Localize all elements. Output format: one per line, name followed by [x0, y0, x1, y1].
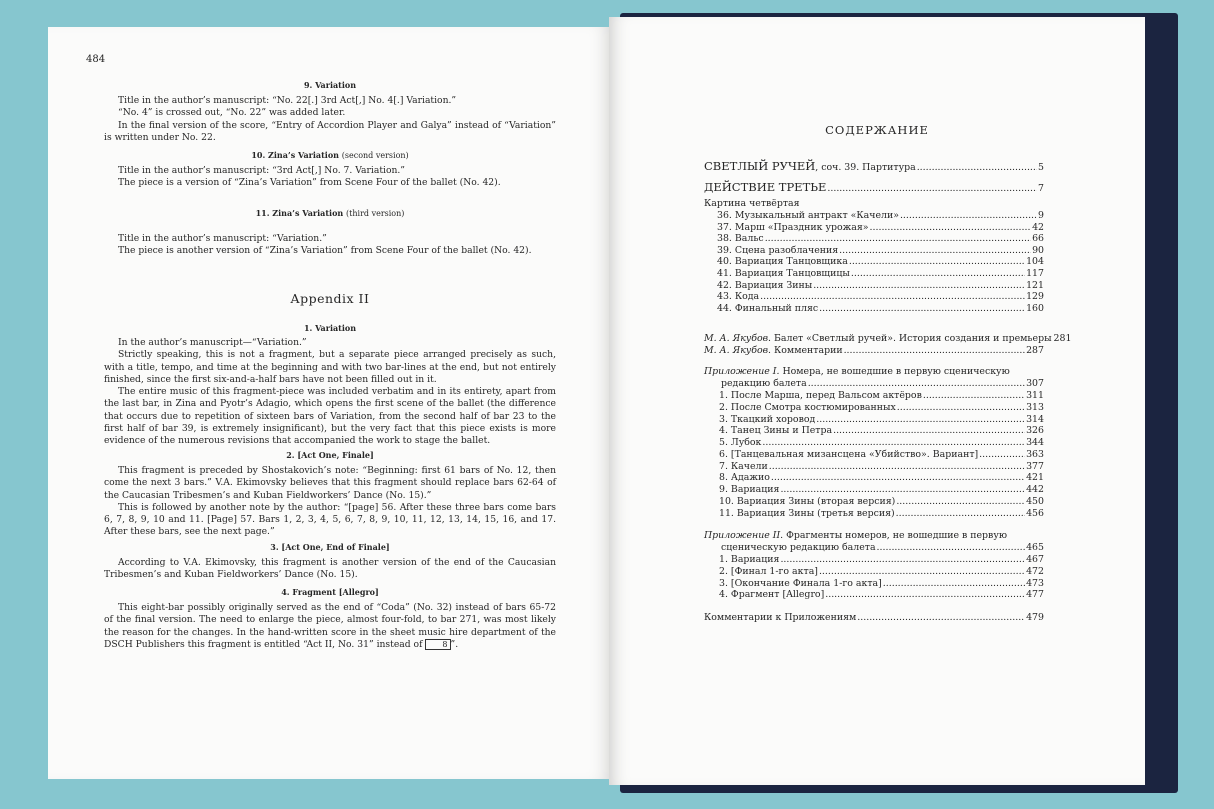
page-ref: 117 [1026, 268, 1044, 279]
toc-entry-label: Комментарии к Приложениям [704, 612, 857, 623]
page-ref: 121 [1026, 279, 1044, 291]
toc-entry [719, 566, 1044, 577]
page-ref: 307 [1026, 378, 1044, 389]
dot-leader [819, 566, 1025, 577]
toc-entry-label: 1. После Марша, перед Вальсом актёров [719, 390, 922, 401]
score-title: СВЕТЛЫЙ РУЧЕЙ [704, 159, 816, 173]
dot-leader [870, 222, 1032, 233]
appendix2-heading-rest: Фрагменты номеров, не вошедшие в первую [783, 530, 1008, 541]
dot-leader [877, 542, 1026, 553]
page-ref: 477 [1026, 589, 1044, 601]
paragraph: This fragment is preceded by Shostakovich’s note: “Beginning: first 61 bars of No. 12, then come the next 3 bars.” V.A. Ekimovsky believes that this fragment should replace bars 62-64 of the Caucasian Tribesmen’s and Kuban Fieldworkers’ Dance (No. 15).” [104, 465, 556, 501]
appendix1-heading-rest: Номера, не вошедшие в первую сценическую [779, 366, 1010, 377]
toc-entry-label: 3. [Окончание Финала 1-го акта] [719, 577, 882, 589]
appendix1-heading [704, 366, 1010, 377]
dot-leader [825, 589, 1025, 600]
section-heading [104, 323, 556, 333]
page-ref: 450 [1026, 495, 1044, 507]
article-title: Балет «Светлый ручей». История создания и премьеры [771, 333, 1052, 344]
toc-entry [717, 280, 1044, 291]
toc-entry [719, 402, 1044, 413]
toc-entry [719, 425, 1044, 436]
dot-leader [813, 280, 1025, 291]
dot-leader [923, 390, 1025, 401]
toc-entry-label [704, 333, 1052, 344]
section-body [104, 337, 556, 448]
dot-leader [883, 578, 1025, 589]
toc-entry-label: 9. Вариация [719, 484, 780, 495]
toc-entry-label: 3. Ткацкий хоровод [719, 413, 816, 425]
page-ref: 472 [1026, 565, 1044, 577]
page-ref: 456 [1026, 507, 1044, 519]
toc-entry-label: 6. [Танцевальная мизансцена «Убийство». Вариант] [719, 448, 979, 460]
heading-text: 10. Zina’s Variation [251, 150, 339, 160]
toc-entry [717, 222, 1044, 233]
toc-entry-label: 8. Адажио [719, 472, 770, 484]
heading-text: 4. Fragment [Allegro] [281, 587, 379, 597]
dot-leader [851, 268, 1025, 279]
page-ref: 465 [1026, 542, 1044, 553]
appendix-title: Appendix II [290, 291, 370, 306]
toc-entry-label: 7. Качели [719, 460, 768, 472]
toc-entry-label: 43. Кода [717, 291, 760, 303]
toc-entry-label: сценическую редакцию балета [721, 542, 876, 553]
toc-entry [717, 233, 1044, 244]
page-ref: 281 [1053, 333, 1072, 344]
toc-entry [717, 291, 1044, 302]
toc-entry [717, 245, 1044, 256]
dot-leader [839, 245, 1031, 256]
dot-leader [808, 378, 1025, 389]
dot-leader [917, 162, 1037, 173]
page-ref: 287 [1026, 344, 1044, 356]
toc-entry [719, 589, 1044, 600]
article-author: М. А. Якубов. [704, 344, 772, 356]
score-subtitle: , соч. 39. Партитура [815, 162, 916, 173]
toc-entry [719, 390, 1044, 401]
scene-label: Картина четвёртая [704, 198, 800, 209]
heading-note: (third version) [346, 209, 405, 218]
section-heading [104, 450, 556, 460]
toc-entry [719, 472, 1044, 483]
dot-leader [771, 472, 1025, 483]
rehearsal-mark-box: 8 [425, 639, 450, 650]
toc-entry [719, 578, 1044, 589]
section-heading [104, 587, 556, 597]
dot-leader [896, 508, 1025, 519]
toc-entry-label: 38. Вальс [717, 233, 764, 245]
paragraph: In the final version of the score, “Entry of Accordion Player and Galya” instead of “Variation” is written under No. 22. [104, 119, 556, 143]
paragraph: This is followed by another note by the author: “[page] 56. After these three bars come bars 6, 7, 8, 9, 10 and 11. [Page] 57. Bars 1, 2, 3, 4, 5, 6, 7, 8, 9, 10, 11, 12, 13, 14, 15, 16, and 17. After these bars, see the next page.” [104, 501, 556, 538]
dot-leader [900, 210, 1037, 221]
toc-entry-label: 5. Лубок [719, 437, 762, 448]
toc-entry [717, 268, 1044, 279]
toc-entry-label: 37. Марш «Праздник урожая» [717, 221, 869, 233]
toc-entry-comments [704, 612, 1044, 623]
paragraph-text: This eight-bar possibly originally served as the end of “Coda” (No. 32) instead of bars 65-72 of the final version. The need to enlarge the piece, almost four-fold, to bar 271, was most likely the reason for the changes. In the hand-written score in the sheet music hire department of the DSCH Publishers this fragment is entitled “Act II, No. 31” instead of [104, 602, 556, 650]
heading-text: 2. [Act One, Finale] [286, 450, 374, 460]
heading-text: 9. Variation [303, 80, 357, 90]
toc-entry [719, 449, 1044, 460]
paragraph: In the author’s manuscript—“Variation.” [118, 337, 307, 348]
appendix2-heading-italic: Приложение II. [704, 530, 784, 541]
paragraph: Title in the author’s manuscript: “Variation.” [118, 233, 327, 244]
page-ref: 377 [1026, 460, 1044, 472]
heading-text: 1. Variation [303, 323, 357, 333]
toc-entry-label: редакцию балета [721, 378, 807, 389]
section-heading [104, 542, 556, 552]
section-body [104, 557, 556, 582]
toc-entry-label: 1. Вариация [719, 554, 780, 565]
toc-entry [719, 461, 1044, 472]
toc-entry-act [704, 180, 1044, 194]
section-body [104, 465, 556, 539]
page-ref: 5 [1038, 162, 1044, 173]
toc-entry [719, 496, 1044, 507]
toc-entry-label: 4. Фрагмент [Allegro] [719, 589, 825, 601]
heading-text: 3. [Act One, End of Finale] [270, 542, 390, 552]
page-ref: 66 [1032, 233, 1044, 245]
toc-entry-label: 42. Вариация Зины [717, 279, 813, 291]
toc-entry-label: 36. Музыкальный антракт «Качели» [717, 210, 899, 221]
paragraph-tail: ”. [450, 638, 459, 650]
page-ref: 311 [1026, 390, 1044, 401]
page-ref: 442 [1026, 484, 1044, 495]
page-ref: 363 [1026, 448, 1044, 460]
toc-entry [717, 256, 1044, 267]
page-ref: 42 [1032, 221, 1044, 233]
appendix2-heading-line2 [721, 542, 1044, 553]
section-body [104, 602, 556, 651]
paragraph: The piece is another version of “Zina’s Variation” from Scene Four of the ballet (No. 42). [118, 245, 532, 257]
page-ref: 326 [1026, 425, 1044, 437]
toc-entry-label: 44. Финальный пляс [717, 302, 819, 314]
page-ref: 9 [1038, 210, 1044, 221]
dot-leader [849, 256, 1025, 267]
page-number: 484 [86, 54, 106, 65]
section-heading [104, 80, 556, 90]
toc-entry [704, 345, 1044, 356]
dot-leader [857, 612, 1025, 623]
dot-leader [896, 496, 1025, 507]
toc-entry [719, 554, 1044, 565]
paragraph: “No. 4” is crossed out, “No. 22” was added later. [118, 107, 346, 119]
page-ref: 473 [1026, 577, 1044, 589]
paragraph: According to V.A. Ekimovsky, this fragment is another version of the end of the Caucasian Tribesmen’s and Kuban Fieldworkers’ Dance (No. 15). [104, 557, 556, 581]
dot-leader [897, 402, 1025, 413]
page-ref: 314 [1026, 413, 1044, 425]
article-author: М. А. Якубов. [704, 333, 772, 344]
toc-entry [719, 437, 1044, 448]
toc-entry-label: 39. Сцена разоблачения [717, 244, 839, 256]
section-body [104, 233, 556, 258]
paragraph [104, 602, 556, 651]
dot-leader [765, 233, 1031, 244]
dot-leader [979, 449, 1025, 460]
section-heading [104, 208, 556, 218]
page-ref: 479 [1026, 612, 1044, 623]
toc-entry-label: 40. Вариация Танцовщика [717, 256, 848, 268]
page-ref: 90 [1032, 244, 1044, 256]
page-ref: 313 [1026, 401, 1044, 413]
dot-leader [762, 437, 1025, 448]
toc-entry-label: 2. [Финал 1-го акта] [719, 565, 818, 577]
toc-entry-score [704, 159, 1044, 173]
paragraph: The piece is a version of “Zina’s Variation” from Scene Four of the ballet (No. 42). [118, 177, 501, 189]
heading-note: (second version) [341, 151, 409, 160]
dot-leader [844, 345, 1026, 356]
toc-entry-label [704, 159, 916, 173]
page-ref: 421 [1026, 472, 1044, 484]
toc-entry-label: 4. Танец Зины и Петра [719, 425, 833, 437]
toc-entry [719, 414, 1044, 425]
dot-leader [760, 291, 1025, 302]
toc-entry-label: 11. Вариация Зины (третья версия) [719, 507, 895, 519]
toc-entry [717, 303, 1044, 314]
page-ref: 160 [1026, 302, 1044, 314]
toc-entry [704, 333, 1072, 344]
section-body [104, 95, 556, 144]
left-page [48, 27, 610, 779]
toc-entry [717, 210, 1044, 221]
toc-entry [719, 508, 1044, 519]
paragraph: Title in the author’s manuscript: “No. 22[.] 3rd Act[,] No. 4[.] Variation.” [118, 95, 457, 106]
article-title: Комментарии [771, 344, 843, 356]
page-ref: 129 [1026, 291, 1044, 303]
dot-leader [780, 554, 1025, 565]
appendix1-heading-italic: Приложение I. [704, 366, 780, 377]
toc-entry [719, 484, 1044, 495]
toc-entry-label: 41. Вариация Танцовщицы [717, 268, 850, 279]
page-ref: 104 [1026, 256, 1044, 268]
page-ref: 344 [1026, 437, 1044, 448]
appendix1-heading-line2 [721, 378, 1044, 389]
toc-entry-label [704, 345, 843, 356]
paragraph: Strictly speaking, this is not a fragment, but a separate piece arranged precisely as such, with a title, tempo, and time at the beginning and with two bar-lines at the end, but not entirely finished, since the first six-and-a-half bars have not been filled out in it. [104, 349, 556, 385]
section-heading [104, 150, 556, 160]
appendix2-heading [704, 530, 1007, 541]
page-ref: 7 [1038, 183, 1044, 194]
dot-leader [769, 461, 1025, 472]
section-body [104, 165, 556, 190]
dot-leader [833, 425, 1025, 436]
dot-leader [819, 303, 1025, 314]
heading-text: 11. Zina’s Variation [255, 208, 344, 218]
dot-leader [827, 183, 1037, 194]
dot-leader [780, 484, 1025, 495]
toc-title: СОДЕРЖАНИЕ [825, 123, 929, 137]
right-page [609, 17, 1145, 785]
toc-entry-label: ДЕЙСТВИЕ ТРЕТЬЕ [704, 180, 827, 194]
toc-entry-label: 2. После Смотра костюмированных [719, 401, 896, 413]
paragraph: Title in the author’s manuscript: “3rd Act[,] No. 7. Variation.” [118, 165, 406, 176]
page-ref: 467 [1026, 554, 1044, 565]
paragraph: The entire music of this fragment-piece was included verbatim and in its entirety, apart from the last bar, in Zina and Pyotr’s Adagio, which opens the first scene of the ballet (the difference that occurs due to repetition of sixteen bars of Variation, from the second half of bar 23 to the first half of bar 39, is extremely insignificant), but the very fact that this piece exists is more evidence of the numerous revisions that accompanied the work to stage the ballet. [104, 386, 556, 447]
toc-entry-label: 10. Вариация Зины (вторая версия) [719, 495, 896, 507]
dot-leader [816, 414, 1025, 425]
